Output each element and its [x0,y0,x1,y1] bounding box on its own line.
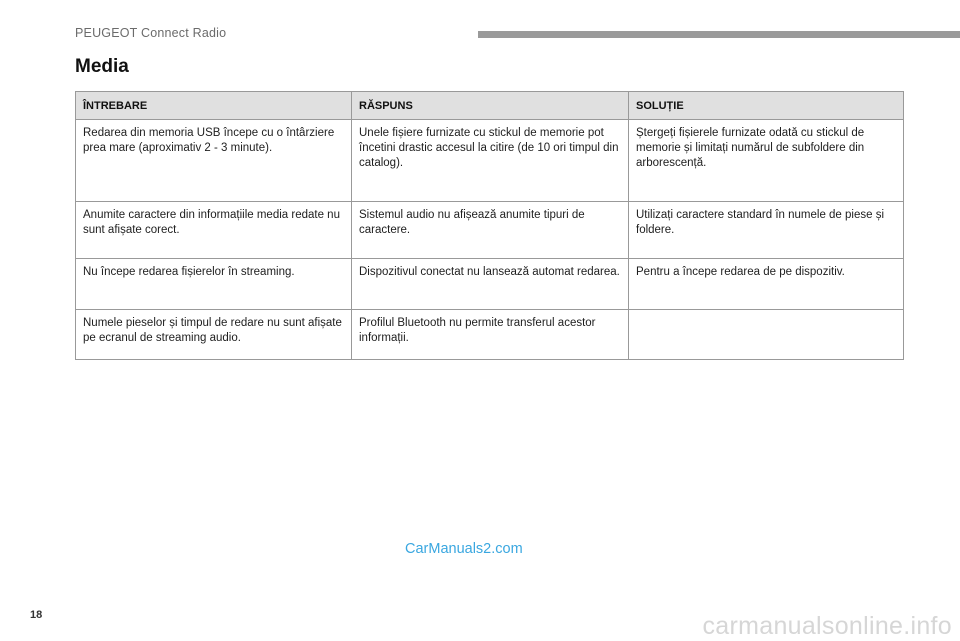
table-row [76,202,904,259]
table-header-row [76,92,904,120]
answer-cell: Unele fișiere furnizate cu stickul de memorie pot încetini drastic accesul la citire (de 10 ori timpul din catalog). [352,120,629,202]
column-header-question: ÎNTREBARE [76,92,352,120]
header-bar [478,31,960,38]
answer-cell: Dispozitivul conectat nu lansează automat redarea. [352,259,629,310]
watermark-link[interactable]: CarManuals2.com [405,541,523,557]
question-cell: Redarea din memoria USB începe cu o întârziere prea mare (aproximativ 2 - 3 minute). [76,120,352,202]
footer-watermark: carmanualsonline.info [702,612,952,640]
solution-cell [629,310,904,360]
page-number: 18 [30,609,43,621]
table-row [76,259,904,310]
question-cell: Anumite caractere din informațiile media redate nu sunt afișate corect. [76,202,352,259]
answer-cell: Profilul Bluetooth nu permite transferul acestor informații. [352,310,629,360]
table-row [76,310,904,360]
table-row [76,120,904,202]
solution-cell: Utilizați caractere standard în numele de piese și foldere. [629,202,904,259]
column-header-answer: RĂSPUNS [352,92,629,120]
solution-cell: Ștergeți fișierele furnizate odată cu stickul de memorie și limitați numărul de subfoldere din arborescență. [629,120,904,202]
question-cell: Nu începe redarea fișierelor în streaming. [76,259,352,310]
answer-cell: Sistemul audio nu afișează anumite tipuri de caractere. [352,202,629,259]
question-cell: Numele pieselor și timpul de redare nu sunt afișate pe ecranul de streaming audio. [76,310,352,360]
column-header-solution: SOLUȚIE [629,92,904,120]
troubleshooting-table [75,91,904,360]
section-title: Media [75,56,129,77]
document-header-title: PEUGEOT Connect Radio [75,26,227,40]
solution-cell: Pentru a începe redarea de pe dispozitiv. [629,259,904,310]
